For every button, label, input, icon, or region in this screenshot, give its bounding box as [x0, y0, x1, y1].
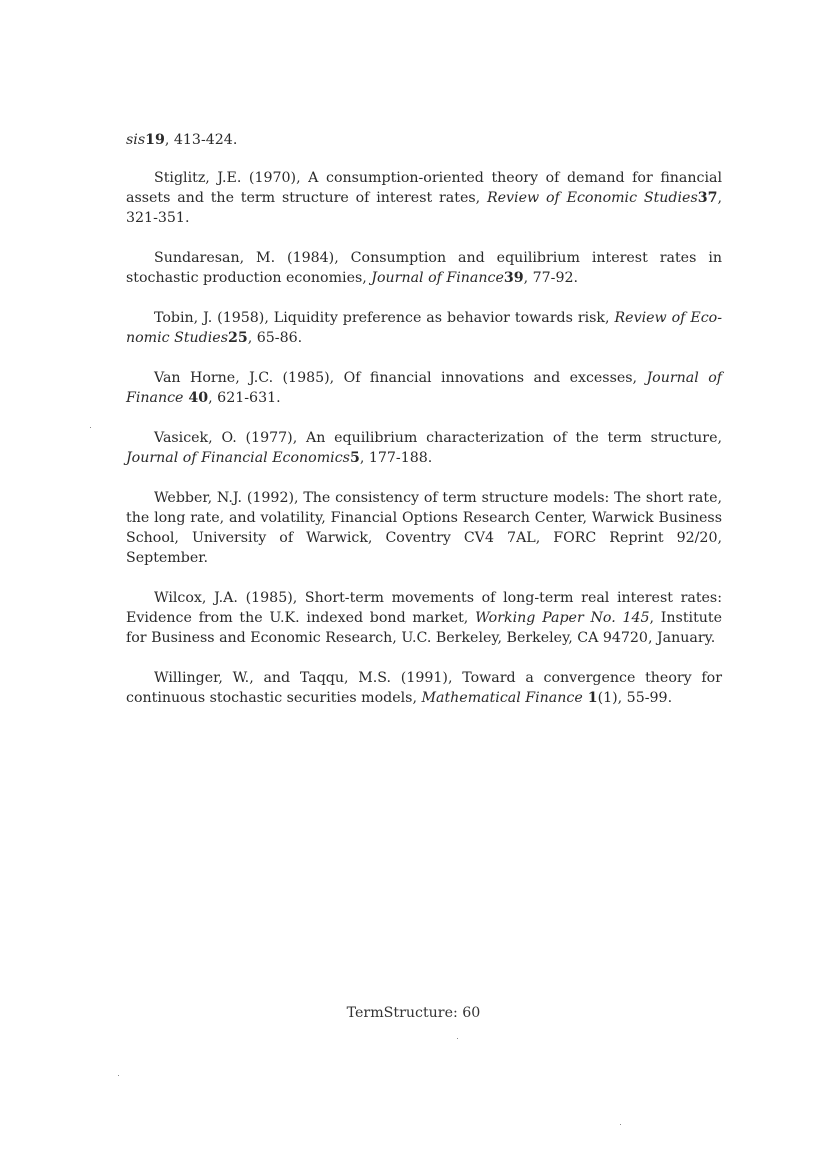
reference-source: Mathematical Finance — [421, 690, 583, 706]
reference-volume: 39 — [503, 270, 524, 286]
scan-speck — [457, 1038, 458, 1039]
reference-volume: 1 — [582, 690, 598, 706]
reference-source: Review of Economic Studies — [486, 190, 698, 206]
reference-source: Journal of Finance — [126, 370, 722, 406]
reference-text: Willinger, W., and Taqqu, M.S. (1991), Toward a convergence theory for continuous stochastic securities models, — [126, 670, 722, 706]
reference-text: , 177-188. — [359, 450, 433, 466]
reference-text: , 77-92. — [523, 270, 579, 286]
scan-speck — [620, 1124, 621, 1125]
scan-speck — [90, 427, 91, 428]
reference-text: , 65-86. — [247, 330, 303, 346]
reference-text: Tobin, J. (1958), Liquidity preference as behavior towards risk, — [154, 310, 615, 326]
reference-text: Sundaresan, M. (1984), Consumption and equilibrium interest rates in stochastic production economies, — [126, 250, 722, 286]
reference-volume: 5 — [349, 450, 360, 466]
reference-entry — [126, 130, 722, 150]
reference-text: , 321-351. — [126, 190, 722, 226]
reference-source: Journal of Financial Economics — [126, 450, 350, 466]
reference-source: Working Paper No. 145 — [475, 610, 650, 626]
scan-speck — [118, 1075, 119, 1076]
reference-volume: 40 — [183, 390, 209, 406]
reference-text: , 413-424. — [164, 132, 238, 148]
reference-text: Webber, N.J. (1992), The consistency of term structure models: The short rate, the long rate, and volatility, Financial Options Research Center, Warwick Business School, University of Warwick, Coventry CV4 7AL, FORC Reprint 92/20, September. — [126, 490, 722, 566]
reference-entry — [126, 308, 722, 348]
reference-entry — [126, 488, 722, 568]
reference-volume: 25 — [227, 330, 248, 346]
reference-entry — [126, 668, 722, 708]
reference-text: Van Horne, J.C. (1985), Of financial innovations and excesses, — [154, 370, 647, 386]
reference-text: , Institute for Business and Economic Research, U.C. Berkeley, Berkeley, CA 94720, January. — [126, 610, 723, 646]
reference-list — [126, 130, 722, 728]
reference-source: Journal of Finance — [371, 270, 504, 286]
reference-entry — [126, 588, 722, 648]
reference-source: Review of Eco-nomic Studies — [126, 310, 722, 346]
reference-text: , 621-631. — [208, 390, 281, 406]
page-footer: TermStructure: 60 — [346, 1005, 481, 1021]
reference-text: Vasicek, O. (1977), An equilibrium characterization of the term structure, — [154, 430, 722, 446]
reference-volume: 19 — [145, 132, 165, 148]
reference-entry — [126, 368, 722, 408]
reference-source: sis — [126, 132, 146, 148]
reference-entry — [126, 248, 722, 288]
reference-text: (1), 55-99. — [597, 690, 673, 706]
reference-text: Stiglitz, J.E. (1970), A consumption-oriented theory of demand for financial assets and the term structure of interest rates, — [126, 170, 722, 206]
reference-entry — [126, 168, 722, 228]
reference-volume: 37 — [697, 190, 718, 206]
reference-entry — [126, 428, 722, 468]
reference-text: Wilcox, J.A. (1985), Short-term movements of long-term real interest rates: Evidence from the U.K. indexed bond market, — [126, 590, 722, 626]
